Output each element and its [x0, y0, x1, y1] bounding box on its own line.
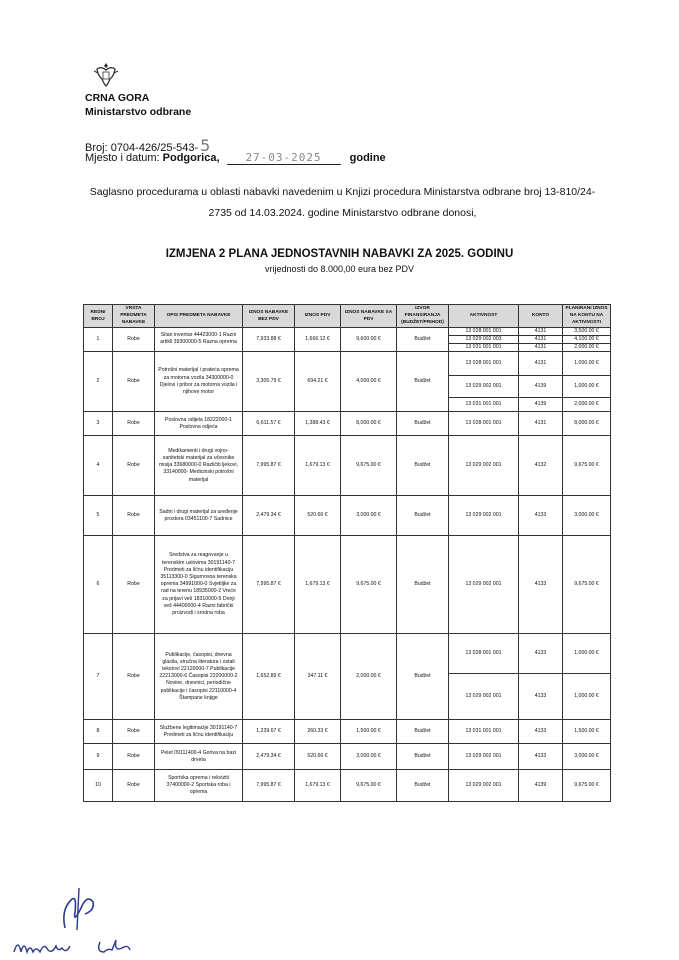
account-code: 4133 — [519, 536, 563, 634]
account-code: 4133 — [519, 634, 563, 674]
activity-code: 13 028 001 001 — [449, 352, 519, 376]
activity-code: 13 029 002 001 — [449, 674, 519, 720]
funding-source: Budžet — [397, 436, 449, 496]
activity-code: 13 031 001 001 — [449, 720, 519, 744]
mjesto-label: Mjesto i datum: — [85, 152, 160, 164]
procurement-type: Robe — [113, 412, 155, 436]
document-title: IZMJENA 2 PLANA JEDNOSTAVNIH NABAVKI ZA 2025. GODINU — [165, 248, 514, 260]
account-code: 4133 — [519, 744, 563, 770]
procurement-type: Robe — [113, 327, 155, 352]
procurement-type: Robe — [113, 720, 155, 744]
broj-handwritten: 5 — [200, 136, 211, 155]
row-number: 3 — [84, 412, 113, 436]
procurement-type: Robe — [113, 536, 155, 634]
funding-source: Budžet — [397, 770, 449, 802]
date-stamp: 27-03-2025 — [227, 151, 341, 165]
activity-code: 13 031 001 001 — [449, 398, 519, 412]
account-code: 4133 — [519, 720, 563, 744]
vat-amount: 1,679.13 € — [295, 436, 341, 496]
amount-without-vat: 1,239.67 € — [243, 720, 295, 744]
activity-code: 13 029 002 001 — [449, 536, 519, 634]
row-number: 5 — [84, 496, 113, 536]
activity-code: 13 028 001 001 — [449, 634, 519, 674]
vat-amount: 1,666.12 € — [295, 327, 341, 352]
account-code: 4139 — [519, 398, 563, 412]
column-header: VRSTA PREDMETA NABAVKE — [113, 305, 155, 328]
planned-amount: 9,675.00 € — [563, 436, 611, 496]
vat-amount: 347.11 € — [295, 634, 341, 720]
activity-code: 13 028 001 001 — [449, 327, 519, 335]
procurement-description: Potrošni materijal i prateća oprema za motorna vozila 34300000-0 Djelovi i pribor za motorna vozila i njihove motor — [155, 352, 243, 412]
funding-source: Budžet — [397, 352, 449, 412]
procurement-description: Publikacije, časopisi, dnevna glasila, stručna literatura i ostali tekstovi 22120000-7 Publikacije 22213000-6 Časopisi 22200000-2 Novine, dnevnici, periodične publikacije i časopisi 22110000-4 Štampane knjige — [155, 634, 243, 720]
broj-label: Broj: — [85, 142, 108, 154]
row-number: 6 — [84, 536, 113, 634]
planned-amount: 1,500.00 € — [563, 720, 611, 744]
activity-code: 13 028 001 001 — [449, 412, 519, 436]
procurement-description: Sadni i drugi materijal za uređenje prostora 03451100-7 Sadnice — [155, 496, 243, 536]
country-name: CRNA GORA — [85, 92, 150, 104]
table-row — [84, 327, 611, 335]
godine-label: godine — [349, 152, 386, 164]
procurement-description: Medikamenti i drugi vojno-sanitetski materijal za učesnike misija 33680000-0 Različiti ljekovi, 33140000- Medicinski potrošni materijal — [155, 436, 243, 496]
account-code: 4139 — [519, 770, 563, 802]
amount-without-vat: 6,611.57 € — [243, 412, 295, 436]
signature-initials — [55, 884, 115, 934]
vat-amount: 1,388.43 € — [295, 412, 341, 436]
column-header: IZVOR FINANSIRANJA (BUDŽET/PRIHOD) — [397, 305, 449, 328]
vat-amount: 260.33 € — [295, 720, 341, 744]
planned-amount: 3,000.00 € — [563, 496, 611, 536]
activity-code: 13 029 002 001 — [449, 376, 519, 398]
procurement-type: Robe — [113, 634, 155, 720]
planned-amount: 3,500.00 € — [563, 327, 611, 335]
procurement-description: Službene legitimacije 30191140-7 Predmeti za ličnu identifikaciju — [155, 720, 243, 744]
table-row — [84, 496, 611, 536]
planned-amount: 1,000.00 € — [563, 376, 611, 398]
column-header: IZNOS NABAVKE BEZ PDV — [243, 305, 295, 328]
row-number: 7 — [84, 634, 113, 720]
signature-name — [12, 934, 162, 958]
amount-without-vat: 7,995.87 € — [243, 436, 295, 496]
amount-with-vat: 9,675.00 € — [341, 436, 397, 496]
document-subtitle: vrijednosti do 8.000,00 eura bez PDV — [264, 264, 415, 274]
broj-value: 0704-426/25-543- — [110, 142, 199, 154]
amount-without-vat: 7,933.88 € — [243, 327, 295, 352]
activity-code: 13 029 002 001 — [449, 770, 519, 802]
ministry-name: Ministarstvo odbrane — [85, 106, 192, 118]
procurement-description: Pelet 09111400-4 Goriva na bazi drveta — [155, 744, 243, 770]
funding-source: Budžet — [397, 496, 449, 536]
planned-amount: 9,675.00 € — [563, 536, 611, 634]
amount-without-vat: 3,305.79 € — [243, 352, 295, 412]
amount-without-vat: 2,479.34 € — [243, 496, 295, 536]
account-code: 4131 — [519, 412, 563, 436]
row-number: 2 — [84, 352, 113, 412]
amount-with-vat: 8,000.00 € — [341, 412, 397, 436]
column-header: KONTO — [519, 305, 563, 328]
table-row — [84, 634, 611, 674]
funding-source: Budžet — [397, 634, 449, 720]
amount-without-vat: 1,652.89 € — [243, 634, 295, 720]
amount-with-vat: 9,600.00 € — [341, 327, 397, 352]
row-number: 10 — [84, 770, 113, 802]
column-header: PLANIRANI IZNOS NA KONTU NA AKTIVNOSTI — [563, 305, 611, 328]
funding-source: Budžet — [397, 327, 449, 352]
procurement-description: Poslovna odijela 18222000-1 Poslovna odjeća — [155, 412, 243, 436]
table-row — [84, 720, 611, 744]
amount-without-vat: 7,995.87 € — [243, 770, 295, 802]
procurement-type: Robe — [113, 352, 155, 412]
vat-amount: 1,679.13 € — [295, 770, 341, 802]
amount-without-vat: 2,479.34 € — [243, 744, 295, 770]
activity-code: 13 029 002 003 — [449, 335, 519, 343]
activity-code: 13 029 002 001 — [449, 436, 519, 496]
column-header: IZNOS PDV — [295, 305, 341, 328]
funding-source: Budžet — [397, 536, 449, 634]
account-code: 4132 — [519, 436, 563, 496]
amount-with-vat: 3,000.00 € — [341, 496, 397, 536]
procurement-table — [83, 304, 611, 802]
account-code: 4139 — [519, 376, 563, 398]
account-code: 4131 — [519, 352, 563, 376]
amount-with-vat: 1,500.00 € — [341, 720, 397, 744]
planned-amount: 2,000.00 € — [563, 344, 611, 352]
row-number: 1 — [84, 327, 113, 352]
table-row — [84, 412, 611, 436]
amount-with-vat: 4,000.00 € — [341, 352, 397, 412]
column-header: IZNOS NABAVKE SA PDV — [341, 305, 397, 328]
procurement-description: Sitan inventar 44423000-1 Razni artikli 39300000-5 Razna oprema — [155, 327, 243, 352]
table-row — [84, 352, 611, 376]
amount-with-vat: 9,675.00 € — [341, 536, 397, 634]
row-number: 9 — [84, 744, 113, 770]
account-code: 4131 — [519, 335, 563, 343]
place: Podgorica, — [162, 152, 220, 164]
coat-of-arms-icon — [93, 60, 119, 88]
table-row — [84, 770, 611, 802]
vat-amount: 520.66 € — [295, 744, 341, 770]
intro-paragraph: Saglasno procedurama u oblasti nabavki navedenim u Knjizi procedura Ministarstva odbrane broj 13-810/24-2735 od 14.03.2024. godine Ministarstvo odbrane donosi, — [89, 186, 596, 219]
procurement-type: Robe — [113, 744, 155, 770]
activity-code: 13 029 002 001 — [449, 744, 519, 770]
row-number: 4 — [84, 436, 113, 496]
planned-amount: 4,100.00 € — [563, 335, 611, 343]
planned-amount: 9,675.00 € — [563, 770, 611, 802]
amount-with-vat: 3,000.00 € — [341, 744, 397, 770]
table-row — [84, 536, 611, 634]
column-header: OPIS PREDMETA NABAVKE — [155, 305, 243, 328]
column-header: REDNI BROJ — [84, 305, 113, 328]
table-row — [84, 436, 611, 496]
table-header-row — [84, 305, 611, 328]
procurement-type: Robe — [113, 770, 155, 802]
procurement-description: Sredstva za reagovanje u terenskim uslovima 30191140-7 Predmeti za ličnu identifikaciju 35113300-0 Sigurnosna terenska oprema 34991000-0 Svjetiljke za rad na terenu 18935000-2 Vreće za prijavi veš 18310000-5 Donji veš 44400000-4 Razni fabrički proizvodi i srodna roba — [155, 536, 243, 634]
account-code: 4131 — [519, 344, 563, 352]
column-header: AKTIVNOST — [449, 305, 519, 328]
amount-with-vat: 9,675.00 € — [341, 770, 397, 802]
activity-code: 13 031 001 001 — [449, 344, 519, 352]
planned-amount: 1,000.00 € — [563, 634, 611, 674]
account-code: 4133 — [519, 674, 563, 720]
planned-amount: 2,000.00 € — [563, 398, 611, 412]
row-number: 8 — [84, 720, 113, 744]
funding-source: Budžet — [397, 720, 449, 744]
vat-amount: 694.21 € — [295, 352, 341, 412]
planned-amount: 1,000.00 € — [563, 352, 611, 376]
procurement-type: Robe — [113, 436, 155, 496]
account-code: 4131 — [519, 327, 563, 335]
place-and-date — [85, 151, 386, 165]
account-code: 4133 — [519, 496, 563, 536]
funding-source: Budžet — [397, 412, 449, 436]
vat-amount: 520.66 € — [295, 496, 341, 536]
procurement-type: Robe — [113, 496, 155, 536]
planned-amount: 8,000.00 € — [563, 412, 611, 436]
planned-amount: 1,000.00 € — [563, 674, 611, 720]
activity-code: 13 029 002 001 — [449, 496, 519, 536]
amount-without-vat: 7,995.87 € — [243, 536, 295, 634]
vat-amount: 1,679.13 € — [295, 536, 341, 634]
funding-source: Budžet — [397, 744, 449, 770]
procurement-description: Sportska oprema i rekviziti 37400000-2 Sportska roba i oprema — [155, 770, 243, 802]
table-row — [84, 744, 611, 770]
amount-with-vat: 2,000.00 € — [341, 634, 397, 720]
planned-amount: 3,000.00 € — [563, 744, 611, 770]
